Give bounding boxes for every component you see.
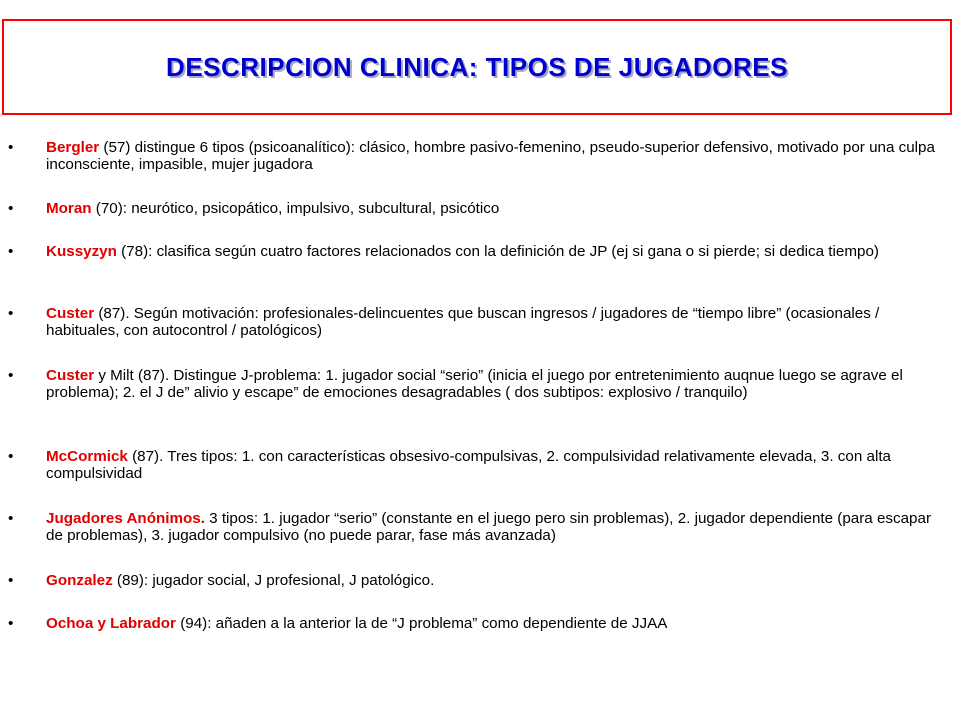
bullet-dot: • (8, 305, 14, 322)
bullet-text (46, 573, 948, 590)
title-box (2, 19, 952, 115)
author-name: Jugadores Anónimos. (46, 510, 205, 527)
bullet-item-moran (8, 201, 948, 218)
author-name: Custer (46, 305, 95, 322)
bullet-dot: • (8, 243, 14, 260)
author-name: McCormick (46, 448, 128, 465)
bullet-description: (87). Según motivación: profesionales-delincuentes que buscan ingresos / jugadores de “tiempo libre” (ocasionales / habituales, con autocontrol / patológicos) (46, 305, 880, 339)
bullet-description: (87). Tres tipos: 1. con características obsesivo-compulsivas, 2. compulsividad relativamente elevada, 3. con alta compulsividad (46, 448, 891, 482)
bullet-description: (70): neurótico, psicopático, impulsivo, subcultural, psicótico (91, 200, 500, 217)
author-name: Moran (46, 200, 92, 217)
bullet-dot: • (8, 139, 14, 156)
bullet-description: (78): clasifica según cuatro factores relacionados con la definición de JP (ej si gana o si pierde; si dedica tiempo) (116, 243, 879, 260)
bullet-text (46, 140, 948, 173)
author-name: Custer (46, 367, 95, 384)
slide-title: DESCRIPCION CLINICA: TIPOS DE JUGADORES (166, 51, 788, 82)
bullet-text (46, 244, 948, 261)
bullet-item-bergler (8, 140, 948, 173)
bullet-description: y Milt (87). Distingue J-problema: 1. jugador social “serio” (inicia el juego por entretenimiento auqnue luego se agrave el problema); 2. el J de” alivio y escape” de emociones desagradables ( dos subtipos: explosivo / tranquilo) (46, 367, 903, 401)
bullet-dot: • (8, 615, 14, 632)
bullet-item-jugadores-anonimos (8, 511, 948, 544)
bullet-item-custer (8, 306, 948, 339)
bullet-text (46, 511, 948, 544)
bullet-text (46, 201, 948, 218)
bullet-description: (89): jugador social, J profesional, J patológico. (112, 572, 435, 589)
bullet-item-gonzalez (8, 573, 948, 590)
bullet-text (46, 616, 948, 633)
bullet-dot: • (8, 510, 14, 527)
bullet-text (46, 306, 948, 339)
bullet-description: (57) distingue 6 tipos (psicoanalítico): clásico, hombre pasivo-femenino, pseudo-superior defensivo, motivado por una culpa inconsciente, impasible, mujer jugadora (46, 139, 935, 173)
author-name: Bergler (46, 139, 100, 156)
bullet-text (46, 449, 948, 482)
bullet-dot: • (8, 200, 14, 217)
bullet-dot: • (8, 448, 14, 465)
author-name: Kussyzyn (46, 243, 117, 260)
bullet-text (46, 368, 948, 401)
bullet-item-custer-milt (8, 368, 948, 401)
author-name: Ochoa y Labrador (46, 615, 176, 632)
bullet-description: (94): añaden a la anterior la de “J problema” como dependiente de JJAA (175, 615, 668, 632)
bullet-item-mccormick (8, 449, 948, 482)
bullet-description: 3 tipos: 1. jugador “serio” (constante en el juego pero sin problemas), 2. jugador dependiente (para escapar de problemas), 3. jugador compulsivo (no puede parar, fase más avanzada) (46, 510, 932, 544)
author-name: Gonzalez (46, 572, 113, 589)
bullet-dot: • (8, 367, 14, 384)
bullet-dot: • (8, 572, 14, 589)
bullet-item-kussyzyn (8, 244, 948, 261)
bullet-item-ochoa-labrador (8, 616, 948, 633)
